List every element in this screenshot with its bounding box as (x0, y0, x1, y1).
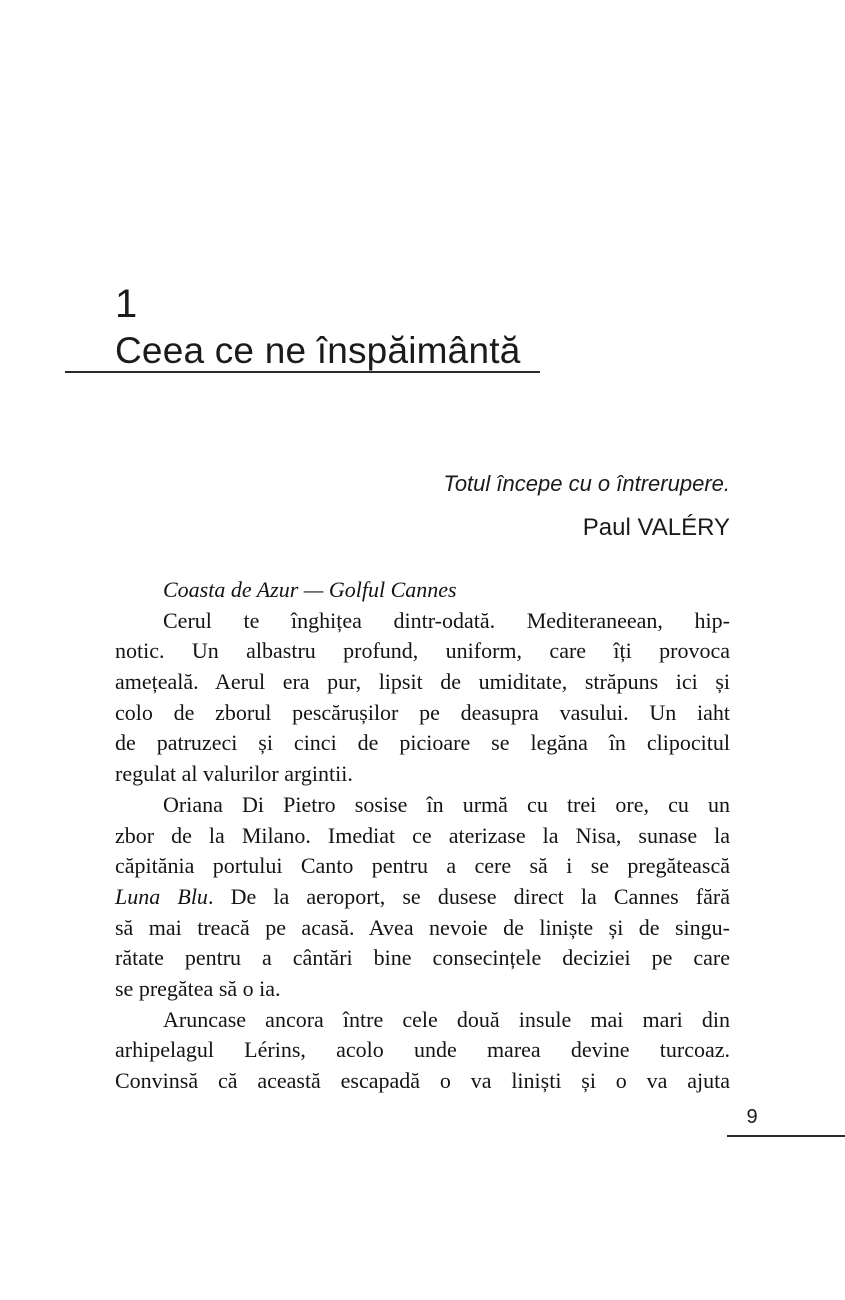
body-line (115, 790, 730, 821)
body-line-segment: arhipelagul Lérins, acolo unde marea devine turcoaz. (115, 1037, 730, 1063)
body-line-segment: zbor de la Milano. Imediat ce aterizase la Nisa, sunase la (115, 822, 730, 848)
body-line (115, 728, 730, 759)
body-line-segment: rătate pentru a cântări bine consecințele deciziei pe care (115, 945, 730, 971)
body-text (115, 575, 730, 1097)
chapter-title: Ceea ce ne înspăimântă (115, 330, 521, 371)
body-line (115, 851, 730, 882)
body-line-segment: notic. Un albastru profund, uniform, care îți provoca (115, 638, 730, 664)
body-line (115, 636, 730, 667)
body-line (115, 667, 730, 698)
body-line-segment: să mai treacă pe acasă. Avea nevoie de liniște și de singu- (115, 914, 730, 940)
body-line-segment: Convinsă că această escapadă o va liniști și o va ajuta (115, 1068, 730, 1093)
body-line (115, 882, 730, 913)
body-line-segment: amețeală. Aerul era pur, lipsit de umiditate, străpuns ici și (115, 669, 730, 695)
body-line-italic-segment: Luna Blu (115, 883, 208, 909)
body-line (115, 759, 730, 790)
body-line (115, 1035, 730, 1066)
page-number: 9 (746, 1106, 758, 1128)
body-line (115, 575, 730, 606)
body-line (115, 821, 730, 852)
body-line (115, 913, 730, 944)
body-line (115, 974, 730, 1005)
epigraph-quote: Totul începe cu o întrerupere. (443, 471, 730, 496)
body-line-italic-segment: Coasta de Azur — Golful Cannes (163, 577, 457, 602)
body-line-segment: de patruzeci și cinci de picioare se legăna în clipocitul (115, 730, 730, 756)
epigraph-author: Paul VALÉRY (582, 514, 730, 541)
body-line-segment: Aruncase ancora între cele două insule mai mari din (163, 1006, 730, 1032)
epigraph (115, 470, 730, 542)
body-line (115, 1066, 730, 1097)
body-line (115, 943, 730, 974)
body-line (115, 698, 730, 729)
body-line (115, 606, 730, 637)
body-line (115, 1005, 730, 1036)
body-line-segment: căpitănia portului Canto pentru a cere să i se pregătească (115, 853, 730, 879)
footer-rule (727, 1135, 845, 1137)
body-line-segment: Oriana Di Pietro sosise în urmă cu trei ore, cu un (163, 791, 730, 817)
body-line-segment: colo de zborul pescărușilor pe deasupra vasului. Un iaht (115, 699, 730, 725)
chapter-heading (115, 283, 521, 371)
body-line-segment: regulat al valurilor argintii. (115, 761, 353, 787)
body-line-segment: . De la aeroport, se dusese direct la Cannes fără (207, 883, 730, 909)
body-line-segment: Cerul te înghițea dintr-odată. Mediteraneean, hip- (163, 607, 730, 633)
body-line-segment: se pregătea să o ia. (115, 975, 281, 1001)
chapter-number: 1 (115, 282, 138, 326)
chapter-title-rule (65, 371, 540, 373)
